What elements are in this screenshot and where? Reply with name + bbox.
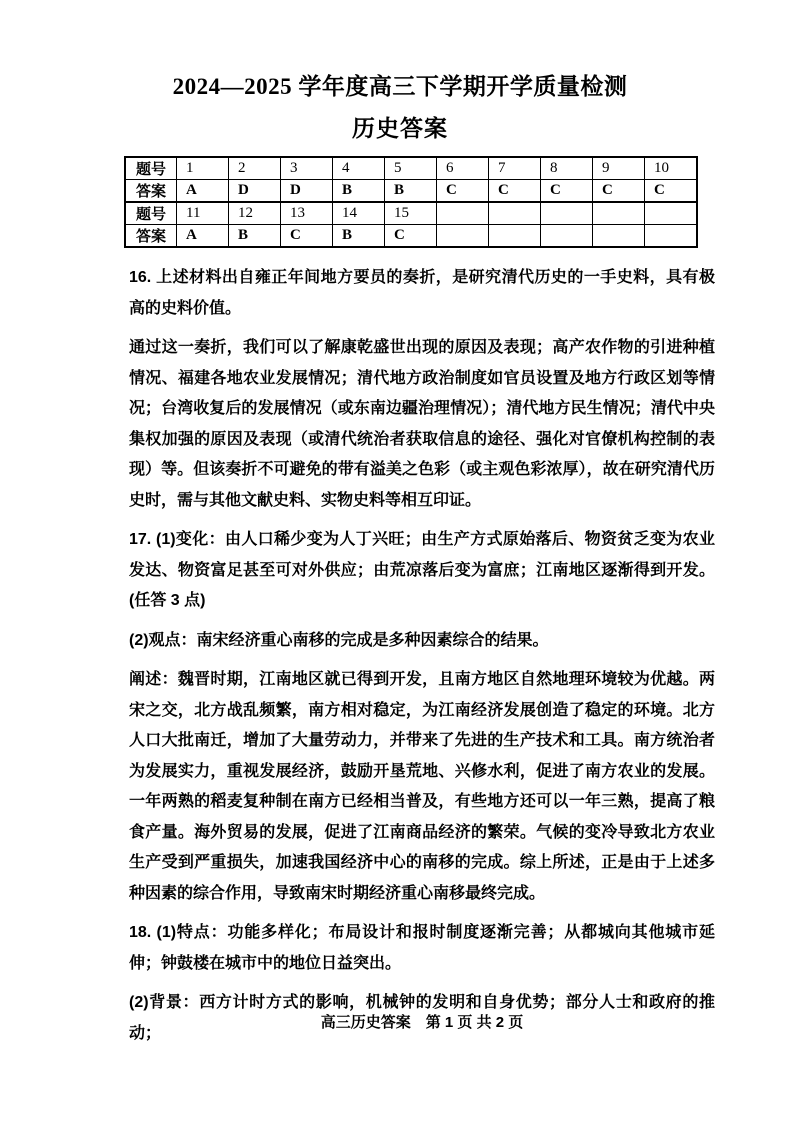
answer-16-value: 16. 上述材料出自雍正年间地方要员的奏折，是研究清代历史的一手史料，具有极高的史料价值。 (129, 269, 715, 317)
answer-cell: C (281, 225, 333, 248)
question-number-cell: 6 (437, 157, 489, 180)
question-number-cell (593, 202, 645, 225)
answer-cell (437, 225, 489, 248)
answer-cell: C (541, 180, 593, 203)
question-number-cell: 15 (385, 202, 437, 225)
answer-cell: C (593, 180, 645, 203)
question-number-cell: 3 (281, 157, 333, 180)
page-footer: 高三历史答案 第 1 页 共 2 页 (320, 1014, 524, 1031)
answer-cell: C (437, 180, 489, 203)
row-header-cell: 题号 (125, 202, 177, 225)
question-number-cell: 14 (333, 202, 385, 225)
answer-table-row (125, 180, 697, 203)
question-number-cell: 10 (645, 157, 698, 180)
answer-cell: A (177, 225, 229, 248)
answer-table-row (125, 202, 697, 225)
document-title: 2024—2025 学年度高三下学期开学质量检测 (172, 74, 628, 99)
answer-table-row (125, 225, 697, 248)
document-subtitle: 历史答案 (352, 115, 448, 141)
answer-cell: C (489, 180, 541, 203)
row-header-cell: 题号 (125, 157, 177, 180)
answer-cell: C (385, 225, 437, 248)
answer-cell: B (385, 180, 437, 203)
answer-cell: D (229, 180, 281, 203)
answer-17-1-changes: 17. (1)变化：由人口稀少变为人丁兴旺；由生产方式原始落后、物资贫乏变为农业发达、物资富足甚至可对外供应；由荒凉落后变为富庶；江南地区逐渐得到开发。(任答 3 点) (129, 531, 715, 609)
answer-16-content: 通过这一奏折，我们可以了解康乾盛世出现的原因及表现；高产农作物的引进种植情况、福建各地农业发展情况；清代地方政治制度如官员设置及地方行政区划等情况；台湾收复后的发展情况（或东南边疆治理情况）；清代地方民生情况；清代中央集权加强的原因及表现（或清代统治者获取信息的途径、强化对官僚机构控制的表现）等。但该奏折不可避免的带有溢美之色彩（或主观色彩浓厚），故在研究清代历史时，需与其他文献史料、实物史料等相互印证。 (129, 339, 715, 509)
answer-cell: B (229, 225, 281, 248)
answer-cell (541, 225, 593, 248)
answer-cell: B (333, 180, 385, 203)
question-number-cell: 9 (593, 157, 645, 180)
question-number-cell (437, 202, 489, 225)
answer-cell (489, 225, 541, 248)
answer-table-row (125, 157, 697, 180)
question-number-cell: 12 (229, 202, 281, 225)
answer-cell: A (177, 180, 229, 203)
answer-17-2-viewpoint: (2)观点：南宋经济重心南移的完成是多种因素综合的结果。 (129, 631, 549, 649)
question-number-cell: 11 (177, 202, 229, 225)
answer-key-table (124, 156, 698, 248)
question-number-cell (541, 202, 593, 225)
answer-cell: C (645, 180, 698, 203)
answer-cell (593, 225, 645, 248)
question-number-cell: 4 (333, 157, 385, 180)
question-number-cell: 7 (489, 157, 541, 180)
question-number-cell (489, 202, 541, 225)
row-header-cell: 答案 (125, 225, 177, 248)
answer-cell: D (281, 180, 333, 203)
answer-cell: B (333, 225, 385, 248)
question-number-cell: 1 (177, 157, 229, 180)
answers-body (129, 263, 715, 1049)
question-number-cell: 2 (229, 157, 281, 180)
answer-18-2-background: (2)背景：西方计时方式的影响，机械钟的发明和自身优势；部分人士和政府的推动； (129, 994, 715, 1042)
question-number-cell: 8 (541, 157, 593, 180)
answer-table-body (125, 157, 697, 247)
answer-18-1-features: 18. (1)特点：功能多样化；布局设计和报时制度逐渐完善；从都城向其他城市延伸；钟鼓楼在城市中的地位日益突出。 (129, 924, 715, 972)
row-header-cell: 答案 (125, 180, 177, 203)
answer-17-2-elaboration: 阐述：魏晋时期，江南地区就已得到开发，且南方地区自然地理环境较为优越。两宋之交，北方战乱频繁，南方相对稳定，为江南经济发展创造了稳定的环境。北方人口大批南迁，增加了大量劳动力，并带来了先进的生产技术和工具。南方统治者为发展实力，重视发展经济，鼓励开垦荒地、兴修水利，促进了南方农业的发展。一年两熟的稻麦复种制在南方已经相当普及，有些地方还可以一年三熟，提高了粮食产量。海外贸易的发展，促进了江南商品经济的繁荣。气候的变冷导致北方农业生产受到严重损失，加速我国经济中心的南移的完成。综上所述，正是由于上述多种因素的综合作用，导致南宋时期经济重心南移最终完成。 (129, 671, 715, 902)
answer-cell (645, 225, 698, 248)
question-number-cell (645, 202, 698, 225)
question-number-cell: 13 (281, 202, 333, 225)
question-number-cell: 5 (385, 157, 437, 180)
